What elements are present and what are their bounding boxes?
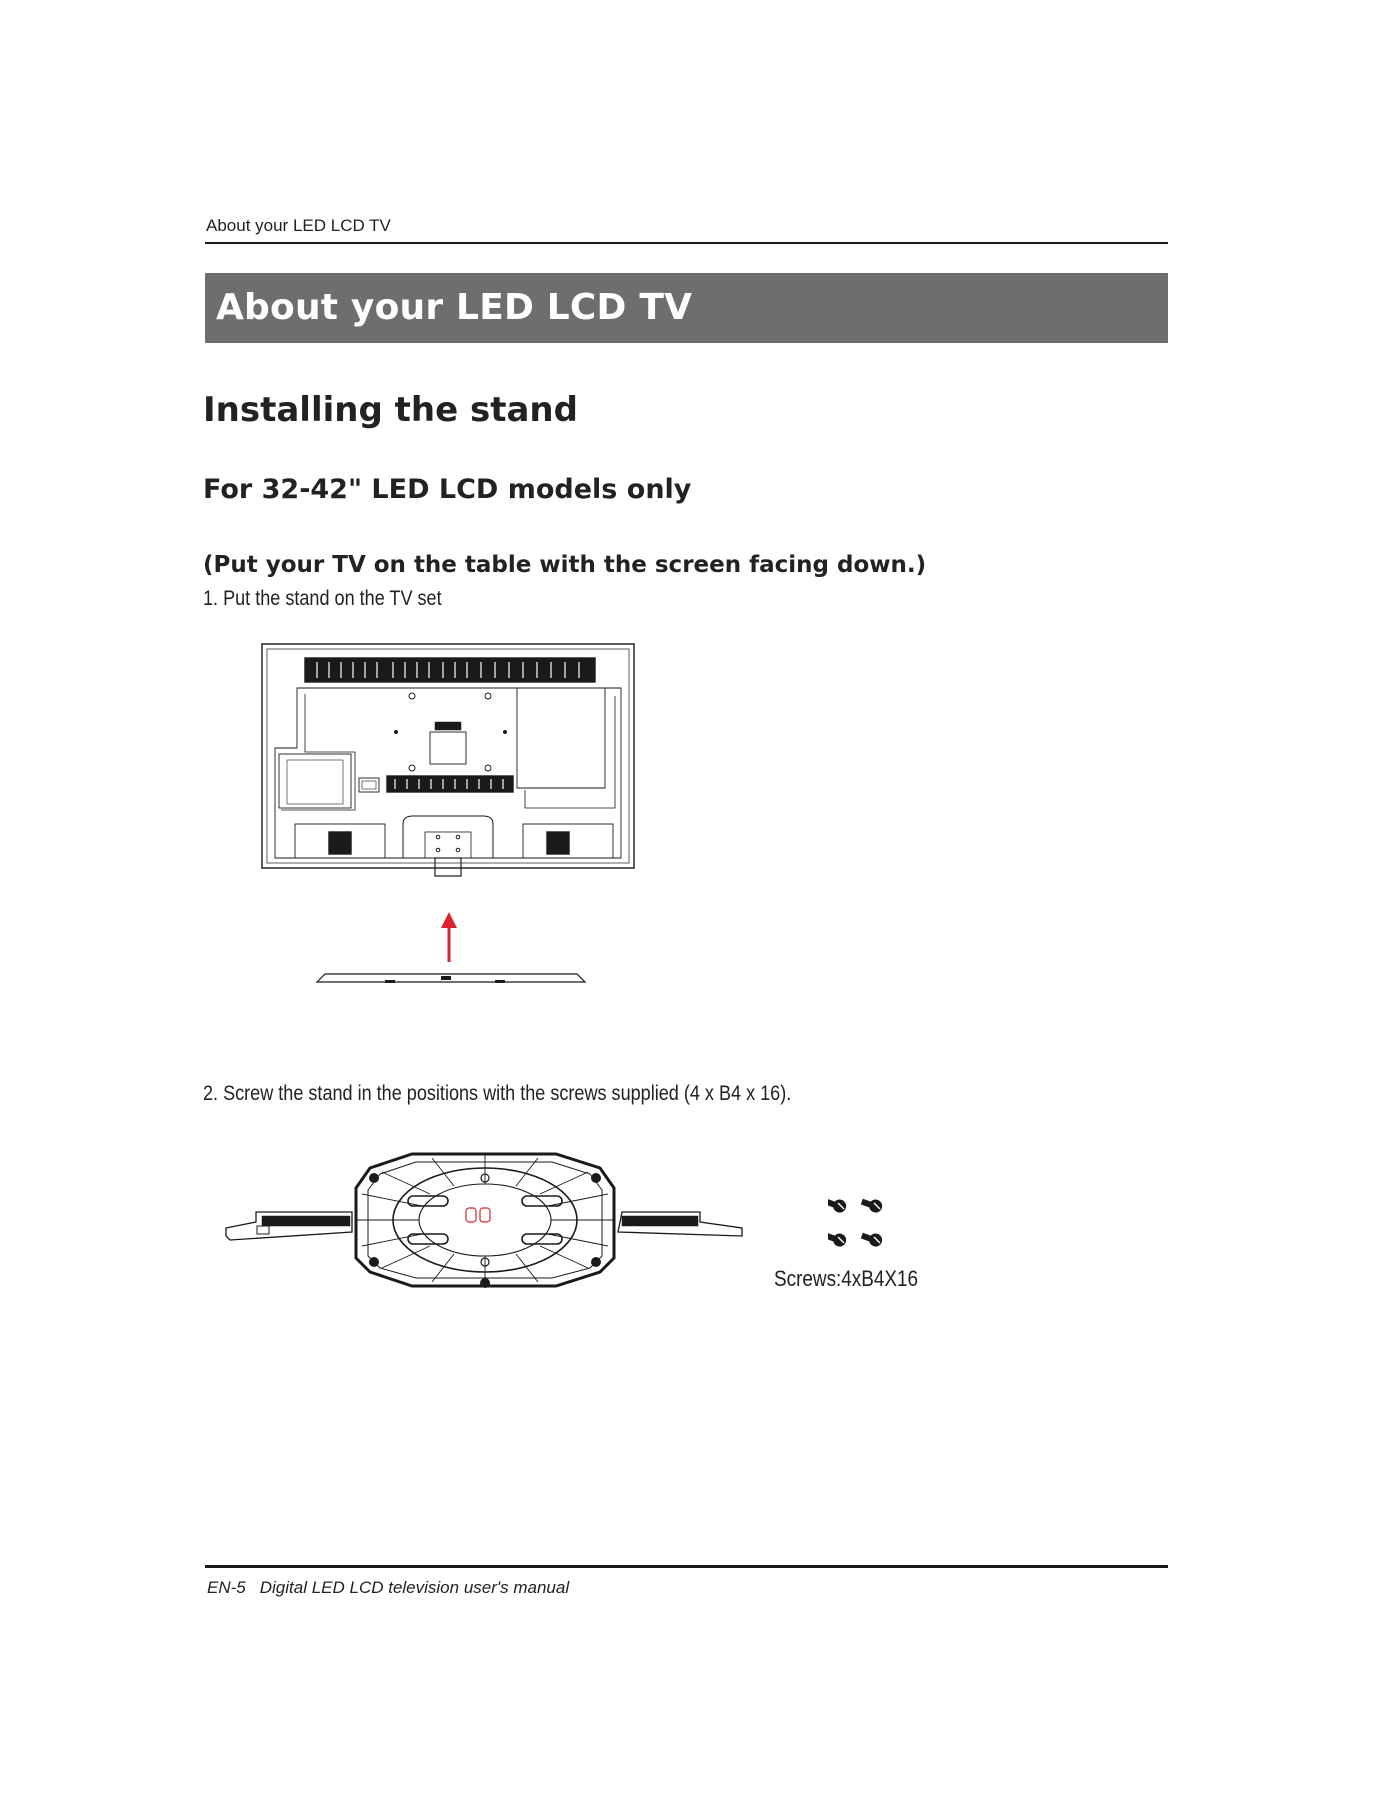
running-header: About your LED LCD TV xyxy=(206,216,391,235)
instruction-note: (Put your TV on the table with the screen facing down.) xyxy=(203,552,927,578)
page-footer xyxy=(207,1578,569,1598)
section-subtitle: For 32-42" LED LCD models only xyxy=(203,474,692,505)
screws-label: Screws:4xB4X16 xyxy=(774,1266,919,1291)
header-rule xyxy=(205,242,1168,244)
page-number: EN-5 xyxy=(207,1578,246,1597)
tv-back-diagram xyxy=(255,640,655,990)
step-2-text: 2. Screw the stand in the positions with the screws supplied (4 x B4 x 16). xyxy=(203,1082,792,1105)
footer-rule xyxy=(205,1565,1168,1568)
manual-title: Digital LED LCD television user's manual xyxy=(259,1578,570,1597)
section-title: Installing the stand xyxy=(203,390,578,430)
section-banner xyxy=(205,273,1168,343)
stand-base-diagram xyxy=(222,1148,752,1288)
banner-title: About your LED LCD TV xyxy=(216,287,693,328)
step-1-text: 1. Put the stand on the TV set xyxy=(203,587,442,610)
screws-icon xyxy=(828,1194,900,1254)
upward-arrow-icon xyxy=(441,912,457,962)
